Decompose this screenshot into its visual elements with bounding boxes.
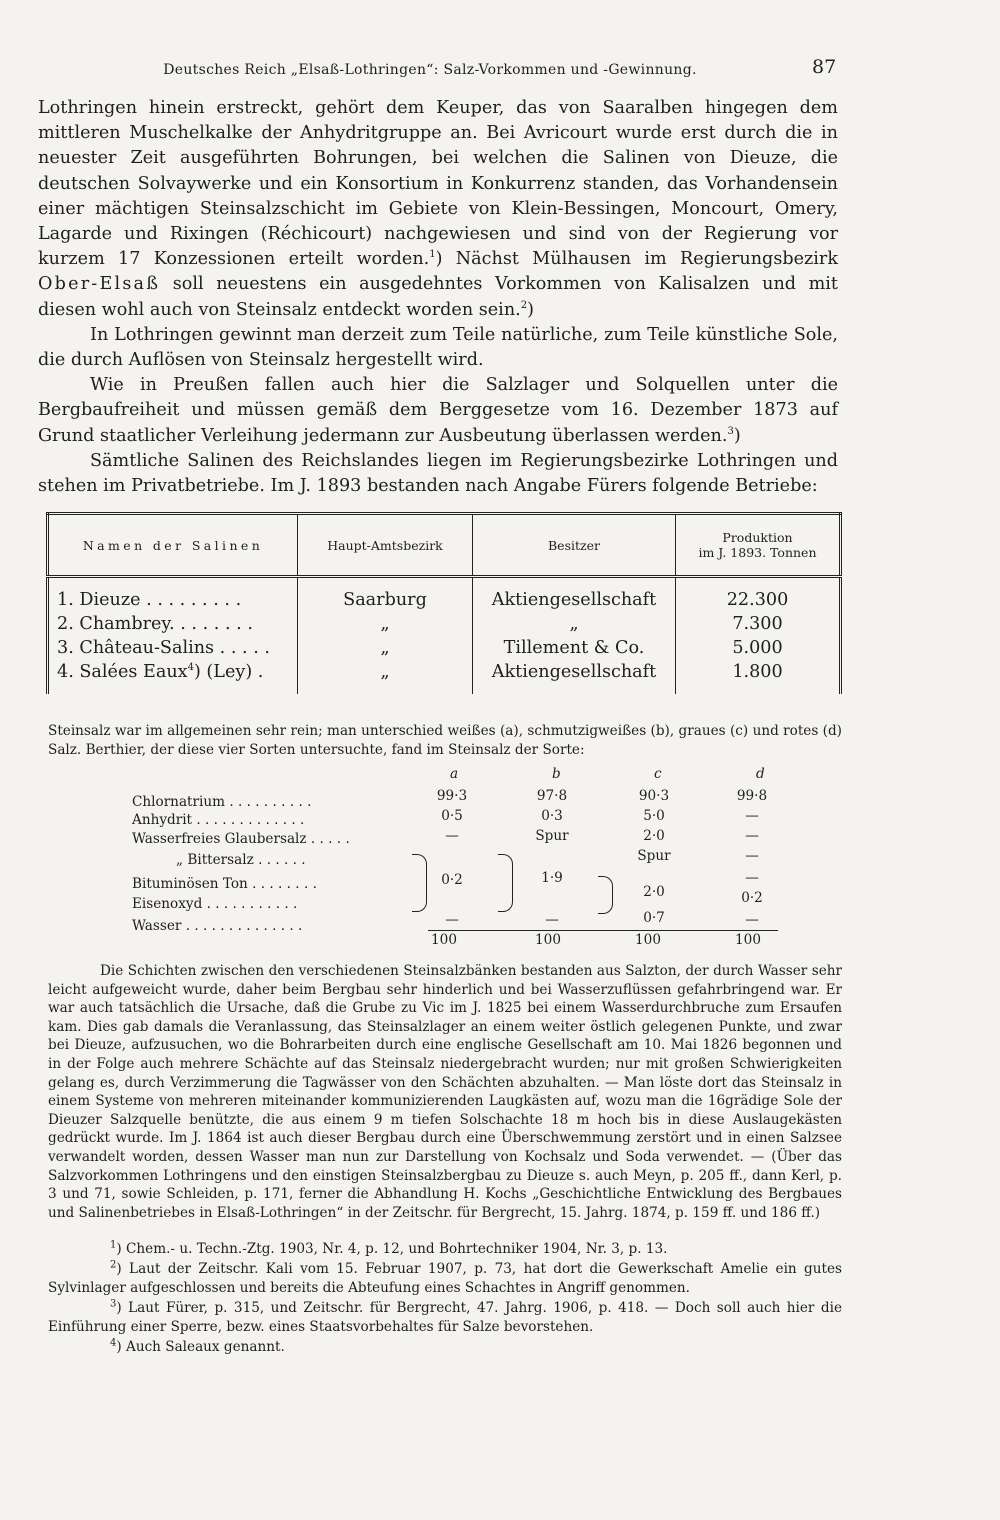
analysis-row-label: Eisenoxyd . . . . . . . . . . . [132,896,298,912]
analysis-intro: Steinsalz war im allgemeinen sehr rein; man unterschied weißes (a), schmutzigweißes (b), graues (c) und rotes (d) Salz. Berthier, der diese vier Sorten untersuchte, fand im Steinsalz der Sorte: [48,723,842,758]
col-header-produktion: Produktion im J. 1893. Tonnen [676,514,841,577]
analysis-row-label: Wasserfreies Glaubersalz . . . . . [132,831,350,847]
brace-b [498,854,513,912]
analysis-total: 100 [635,932,661,948]
analysis-cell: 5·0 [643,808,665,824]
analysis-cell: — [745,808,759,824]
analysis-cell: — [745,848,759,864]
table-row: 2. Chambrey. . . . . . . . „ „ 7.300 [48,612,841,636]
footnote-ref-3: 3 [727,425,734,437]
analysis-cell: 99·3 [436,788,468,804]
analysis-row-label: „ Bittersalz . . . . . . [176,852,306,868]
footnote: $^1$) Chem.- u. Techn.-Ztg. 1903, Nr. 4, p. 12, und Bohrtechniker 1904, Nr. 3, p. 13. [110,1239,668,1257]
footnote: $^2$) Laut der Zeitschr. Kali vom 15. Februar 1907, p. 73, hat dort die Gewerkschaft Amelie ein gutes Sylvinlager aufgeschlossen und bereits die Abteufung eines Schachtes in Angriff genommen. [48,1258,842,1296]
footnote-ref-1: 1 [429,249,436,261]
paragraph-2: In Lothringen gewinnt man derzeit zum Teile natürliche, zum Teile künstliche Sole, die durch Auflösen von Steinsalz hergestellt wird. [38,324,838,371]
analysis-cell: — [445,912,459,928]
footnote: $^4$) Auch Saleaux genannt. [110,1336,285,1355]
paragraph-1: Lothringen hinein erstreckt, gehört dem Keuper, das von Saaralben hingegen dem mittleren Muschelkalke der Anhydritgruppe an. Bei Avricourt wurde erst durch die in neuester Zeit ausgeführten Bohrungen, bei welchen die Salinen von Dieuze, die deutschen Solvaywerke und ein Konsortium in Konkurrenz standen, das Vorhandensein einer mächtigen Steinsalzschicht im Gebiete von Klein-Bessingen, Moncourt, Omery, Lagarde und Rixingen (Réchicourt) nachgewiesen und sind von der Regierung vor kurzem 17 Konzessionen erteilt worden.$^1$) Nächst Mülhausen im Regierungsbezirk Ober-Elsaß soll neuestens ein ausgedehntes Vorkommen von Kalisalzen und mit diesen wohl auch von Steinsalz entdeckt worden sein.$^2$) [38,98,838,320]
col-header-bezirk: Haupt-Amtsbezirk [298,514,473,577]
analysis-col-b: b [552,766,561,782]
col-header-besitzer: Besitzer [473,514,676,577]
analysis-cell: 0·5 [441,808,463,824]
analysis-cell: 0·2 [741,890,763,906]
analysis-row-label: Wasser . . . . . . . . . . . . . . [132,918,303,934]
page-number: 87 [812,56,837,78]
paragraph-4: Sämtliche Salinen des Reichslandes liegen im Regierungsbezirke Lothringen und stehen im Privatbetriebe. Im J. 1893 bestanden nach Angabe Fürers folgende Betriebe: [38,450,838,497]
col-header-name: Namen der Salinen [48,514,298,577]
spaced-term: Ober-Elsaß [38,274,161,295]
table-header-row [48,514,841,577]
analysis-cell: 0·7 [643,910,665,926]
analysis-row-label: Bituminösen Ton . . . . . . . . [132,876,317,892]
table-row: 3. Château-Salins . . . . . „ Tillement & Co. 5.000 [48,636,841,660]
analysis-cell: 99·8 [736,788,768,804]
sum-rule [428,930,778,931]
analysis-cell: 0·3 [541,808,563,824]
running-head: Deutsches Reich „Elsaß-Lothringen“: Salz-Vorkommen und -Gewinnung. [163,62,697,78]
paragraph-3: Wie in Preußen fallen auch hier die Salzlager und Solquellen unter die Bergbaufreiheit und müssen gemäß dem Berggesetze vom 16. Dezember 1873 auf Grund staatlicher Verleihung jedermann zur Ausbeutung überlassen werden.$^3$) [38,375,838,446]
footnote: $^3$) Laut Fürer, p. 315, und Zeitschr. für Bergrecht, 47. Jahrg. 1906, p. 418. — Doch soll auch hier die Einführung einer Sperre, bezw. eines Staatsvorbehaltes für Salze bevorstehen. [48,1297,842,1335]
analysis-cell: — [745,870,759,886]
analysis-cell: Spur [535,828,569,844]
analysis-total: 100 [431,932,457,948]
table-row: 1. Dieuze . . . . . . . . . Saarburg Aktiengesellschaft 22.300 [48,577,841,613]
table-row: 4. Salées Eaux$^4$) (Ley) . „ Aktiengesellschaft 1.800 [48,660,841,694]
analysis-cell: — [545,912,559,928]
analysis-col-a: a [450,766,459,782]
analysis-col-d: d [756,766,765,782]
main-text [38,96,838,499]
analysis-cell: 97·8 [536,788,568,804]
analysis-total: 100 [535,932,561,948]
analysis-row-label: Chlornatrium . . . . . . . . . . [132,794,312,810]
analysis-cell: — [745,912,759,928]
history-paragraph: Die Schichten zwischen den verschiedenen Steinsalzbänken bestanden aus Salzton, der durch Wasser sehr leicht aufgeweicht wurde, daher beim Bergbau sehr hinderlich und bei Wasserzuflüssen gefahrbringend war. Er war auch tatsächlich die Ursache, daß die Grube zu Vic im J. 1825 bei einem Wasserdurchbruche zum Ersaufen kam. Dies gab damals die Veranlassung, das Steinsalzlager an einem weiter östlich gelegenen Punkte, und zwar bei Dieuze, aufzusuchen, wo die Bohrarbeiten durch eine englische Gesellschaft am 10. Mai 1826 begonnen und in der Folge auch mehrere Schächte auf das Steinsalz niedergebracht wurden; nur mit großen Schwierigkeiten gelang es, durch Verzimmerung die Tagwässer von den Schächten abzuhalten. — Man löste dort das Steinsalz in einem Systeme von mehreren miteinander kommunizierenden Laugkästen auf, wozu man die 16grädige Sole der Dieuzer Salzquelle benützte, die aus einem 9 m tiefen Solschachte 18 m hoch bis in diese Auslaugekästen gedrückt wurde. Im J. 1864 ist auch dieser Bergbau durch eine Überschwemmung zerstört und in einen Salzsee verwandelt worden, dessen Wasser man nun zur Darstellung von Kochsalz und Soda verwendet. — (Über das Salzvorkommen Lothringens und den einstigen Steinsalzbergbau zu Dieuze s. auch Meyn, p. 205 ff., dann Kerl, p. 3 und 71, sowie Schleiden, p. 171, ferner die Abhandlung H. Kochs „Geschichtliche Entwicklung des Bergbaues und Salinenbetriebes in Elsaß-Lothringen“ in der Zeitschr. für Bergrecht, 15. Jahrg. 1874, p. 159 ff. und 186 ff.) [48,963,842,1221]
analysis-brace-value: 2·0 [643,884,665,900]
salinen-table [46,512,842,694]
analysis-brace-value: 1·9 [541,870,563,886]
analysis-cell: 90·3 [638,788,670,804]
analysis-cell: Spur [637,848,671,864]
footnote-ref-2: 2 [520,299,528,311]
brace-c [598,876,613,914]
footnote-ref-4: 4 [187,662,194,674]
analysis-cell: — [745,828,759,844]
analysis-row-label: Anhydrit . . . . . . . . . . . . . [132,812,305,828]
footnotes [48,1240,842,1357]
analysis-cell: — [445,828,459,844]
analysis-col-c: c [654,766,662,782]
analysis-brace-value: 0·2 [441,872,463,888]
analysis-cell: 2·0 [643,828,665,844]
analysis-total: 100 [735,932,761,948]
